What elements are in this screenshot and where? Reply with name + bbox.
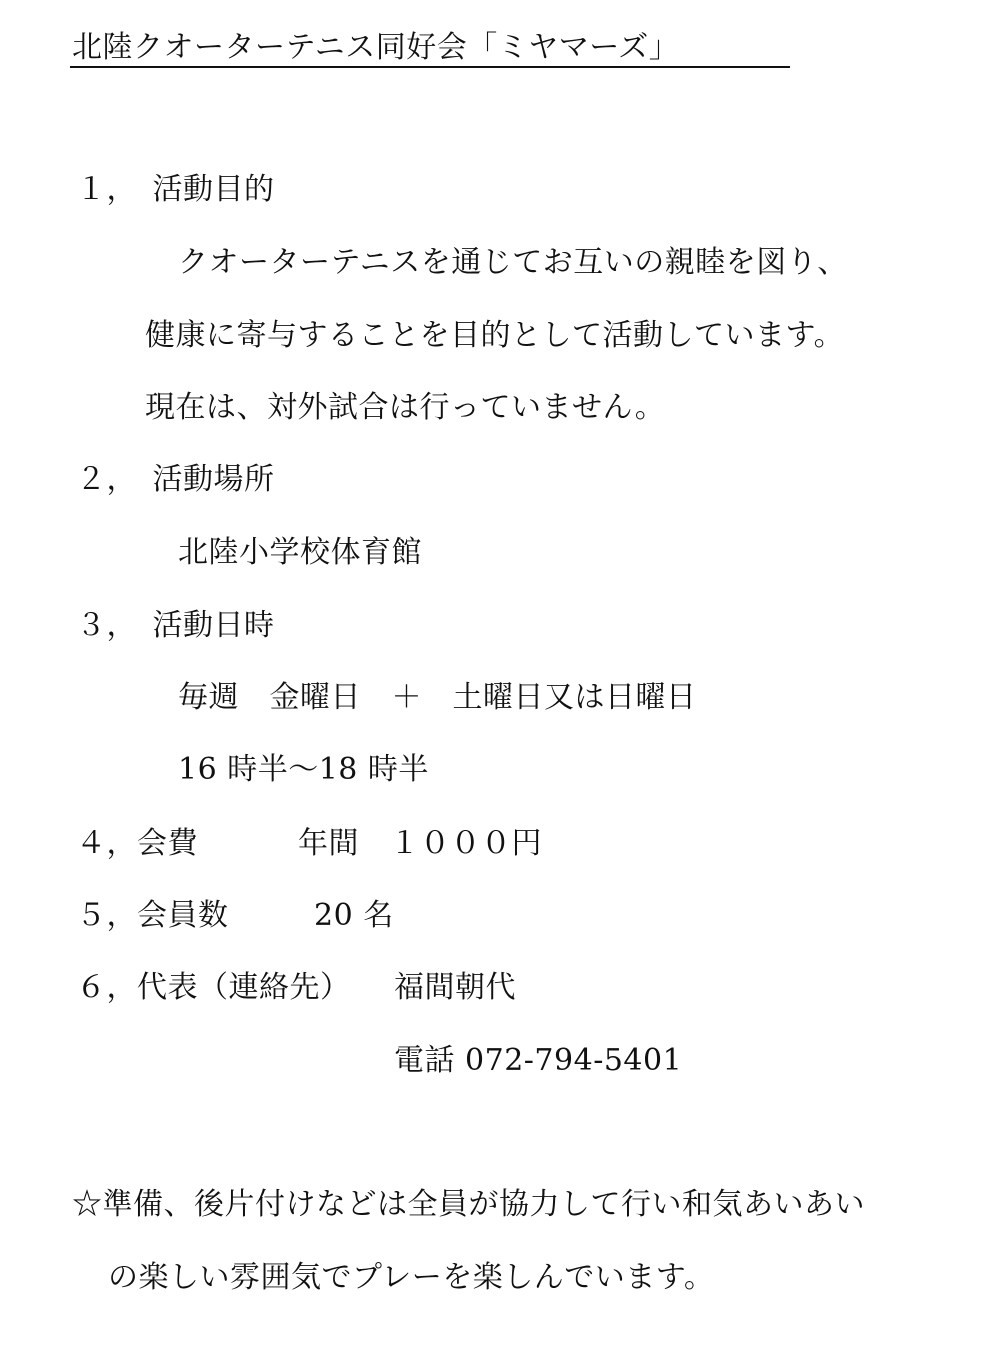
representative-phone: 電話 072-794-5401: [394, 1043, 683, 1078]
fee-value: 年間 １０００円: [298, 826, 542, 861]
section-2-heading: ２， 活動場所: [76, 462, 275, 497]
members-label: ５，会員数: [76, 898, 229, 933]
fee-label: ４，会費: [76, 826, 198, 861]
section-3-heading: ３， 活動日時: [76, 608, 275, 643]
section-1-heading: １， 活動目的: [76, 172, 275, 207]
purpose-line-3: 現在は、対外試合は行っていません。: [145, 390, 666, 425]
purpose-line-1: クオーターテニスを通じてお互いの親睦を図り、: [178, 245, 848, 280]
note-line-1: ☆準備、後片付けなどは全員が協力して行い和気あいあい: [72, 1187, 865, 1222]
members-value: 20 名: [314, 898, 394, 933]
representative-label: ６，代表（連絡先）: [76, 970, 351, 1005]
activity-time: 16 時半～18 時半: [178, 752, 429, 787]
activity-place: 北陸小学校体育館: [178, 535, 422, 570]
representative-name: 福間朝代: [394, 970, 516, 1005]
activity-days: 毎週 金曜日 ＋ 土曜日又は日曜日: [178, 680, 697, 715]
purpose-line-2: 健康に寄与することを目的として活動しています。: [145, 318, 845, 353]
note-line-2: の楽しい雰囲気でプレーを楽しんでいます。: [108, 1260, 715, 1295]
page-title: 北陸クオーターテニス同好会「ミヤマーズ」: [72, 30, 680, 65]
title-underline: [70, 66, 790, 68]
